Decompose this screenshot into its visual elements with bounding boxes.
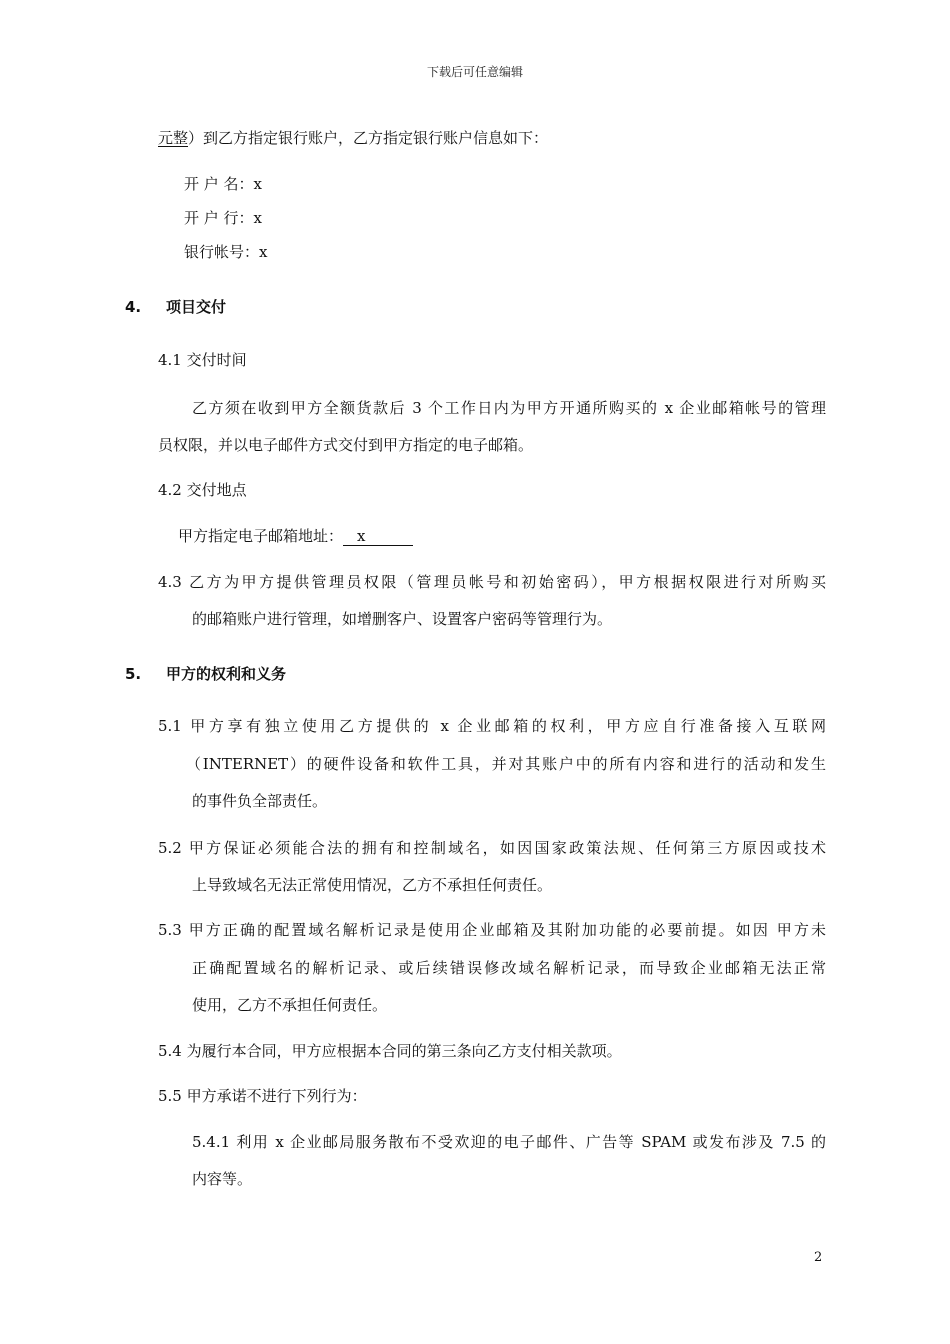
clause-4-3-line-2: 的邮箱账户进行管理，如增删客户、设置客户密码等管理行为。 [192,610,613,628]
section-5-number: 5. [125,665,142,683]
clause-5-3-line-3: 使用，乙方不承担任何责任。 [192,996,388,1014]
email-address-value: x [343,527,413,546]
clause-4-2-title: 4.2 交付地点 [158,481,247,499]
account-number: 银行帐号：x [184,243,268,261]
payment-amount-underlined: 元整 [158,129,189,147]
clause-4-1-body-line-1: 乙方须在收到甲方全额货款后 3 个工作日内为甲方开通所购买的 x 企业邮箱帐号的管理 [192,399,826,417]
clause-5-4-1-line-2: 内容等。 [192,1170,253,1188]
email-address-label: 甲方指定电子邮箱地址： [178,527,344,545]
clause-5-4-1-line-1: 5.4.1 利用 x 企业邮局服务散布不受欢迎的电子邮件、广告等 SPAM 或发布涉及 7.5 的 [192,1133,826,1151]
section-4-number: 4. [125,298,142,316]
clause-5-1-line-1: 5.1 甲方享有独立使用乙方提供的 x 企业邮箱的权利，甲方应自行准备接入互联网 [158,717,826,735]
payment-tail-line [158,128,548,148]
page-header: 下载后可任意编辑 [426,65,523,79]
account-name: 开 户 名：x [184,175,262,193]
bank-name: 开 户 行：x [184,209,262,227]
clause-4-1-title: 4.1 交付时间 [158,351,247,369]
section-5-heading [125,664,286,684]
clause-5-3-line-1: 5.3 甲方正确的配置域名解析记录是使用企业邮箱及其附加功能的必要前提。如因 甲方未 [158,921,826,939]
clause-5-2-line-1: 5.2 甲方保证必须能合法的拥有和控制域名，如因国家政策法规、任何第三方原因或技术 [158,839,826,857]
section-5-title: 甲方的权利和义务 [166,665,287,683]
clause-5-1-line-3: 的事件负全部责任。 [192,792,328,810]
clause-5-4: 5.4 为履行本合同，甲方应根据本合同的第三条向乙方支付相关款项。 [158,1042,622,1060]
section-4-heading [125,297,226,317]
clause-5-3-line-2: 正确配置域名的解析记录、或后续错误修改域名解析记录，而导致企业邮箱无法正常 [192,959,826,977]
clause-5-1-line-2: （INTERNET）的硬件设备和软件工具，并对其账户中的所有内容和进行的活动和发生 [186,755,826,773]
clause-5-5: 5.5 甲方承诺不进行下列行为： [158,1087,367,1105]
clause-4-2-address-line [178,526,413,546]
page-number: 2 [814,1250,823,1265]
clause-4-1-body-line-2: 员权限，并以电子邮件方式交付到甲方指定的电子邮箱。 [158,436,534,454]
section-4-title: 项目交付 [166,298,227,316]
payment-tail-text: ）到乙方指定银行账户，乙方指定银行账户信息如下： [188,129,549,147]
clause-4-3-line-1: 4.3 乙方为甲方提供管理员权限（管理员帐号和初始密码），甲方根据权限进行对所购买 [158,573,826,591]
clause-5-2-line-2: 上导致域名无法正常使用情况，乙方不承担任何责任。 [192,876,553,894]
